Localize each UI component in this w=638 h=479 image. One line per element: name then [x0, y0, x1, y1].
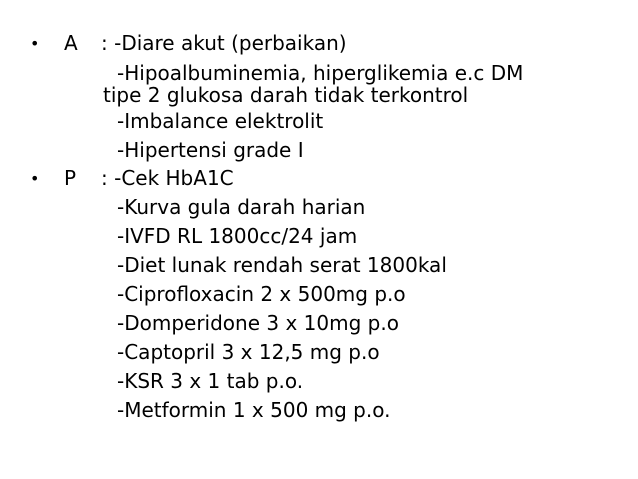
plan-line: -Metformin 1 x 500 mg p.o. — [117, 398, 391, 422]
plan-line: -Diet lunak rendah serat 1800kal — [117, 253, 447, 277]
label-p: P — [64, 166, 77, 190]
plan-line: -IVFD RL 1800cc/24 jam — [117, 224, 358, 248]
assessment-line: -Imbalance elektrolit — [117, 109, 324, 133]
plan-line: -Domperidone 3 x 10mg p.o — [117, 311, 399, 335]
label-a: A — [64, 31, 78, 55]
bullet-a: • — [30, 34, 40, 53]
plan-line: : -Cek HbA1C — [101, 166, 234, 190]
assessment-line: : -Diare akut (perbaikan) — [101, 31, 347, 55]
plan-line: -KSR 3 x 1 tab p.o. — [117, 369, 304, 393]
plan-line: -Kurva gula darah harian — [117, 195, 366, 219]
plan-line: -Captopril 3 x 12,5 mg p.o — [117, 340, 380, 364]
assessment-line: -Hipoalbuminemia, hiperglikemia e.c DM — [117, 61, 524, 85]
plan-line: -Ciprofloxacin 2 x 500mg p.o — [117, 282, 406, 306]
bullet-p: • — [30, 169, 40, 188]
assessment-line: -Hipertensi grade I — [117, 138, 304, 162]
assessment-line: tipe 2 glukosa darah tidak terkontrol — [103, 83, 469, 107]
